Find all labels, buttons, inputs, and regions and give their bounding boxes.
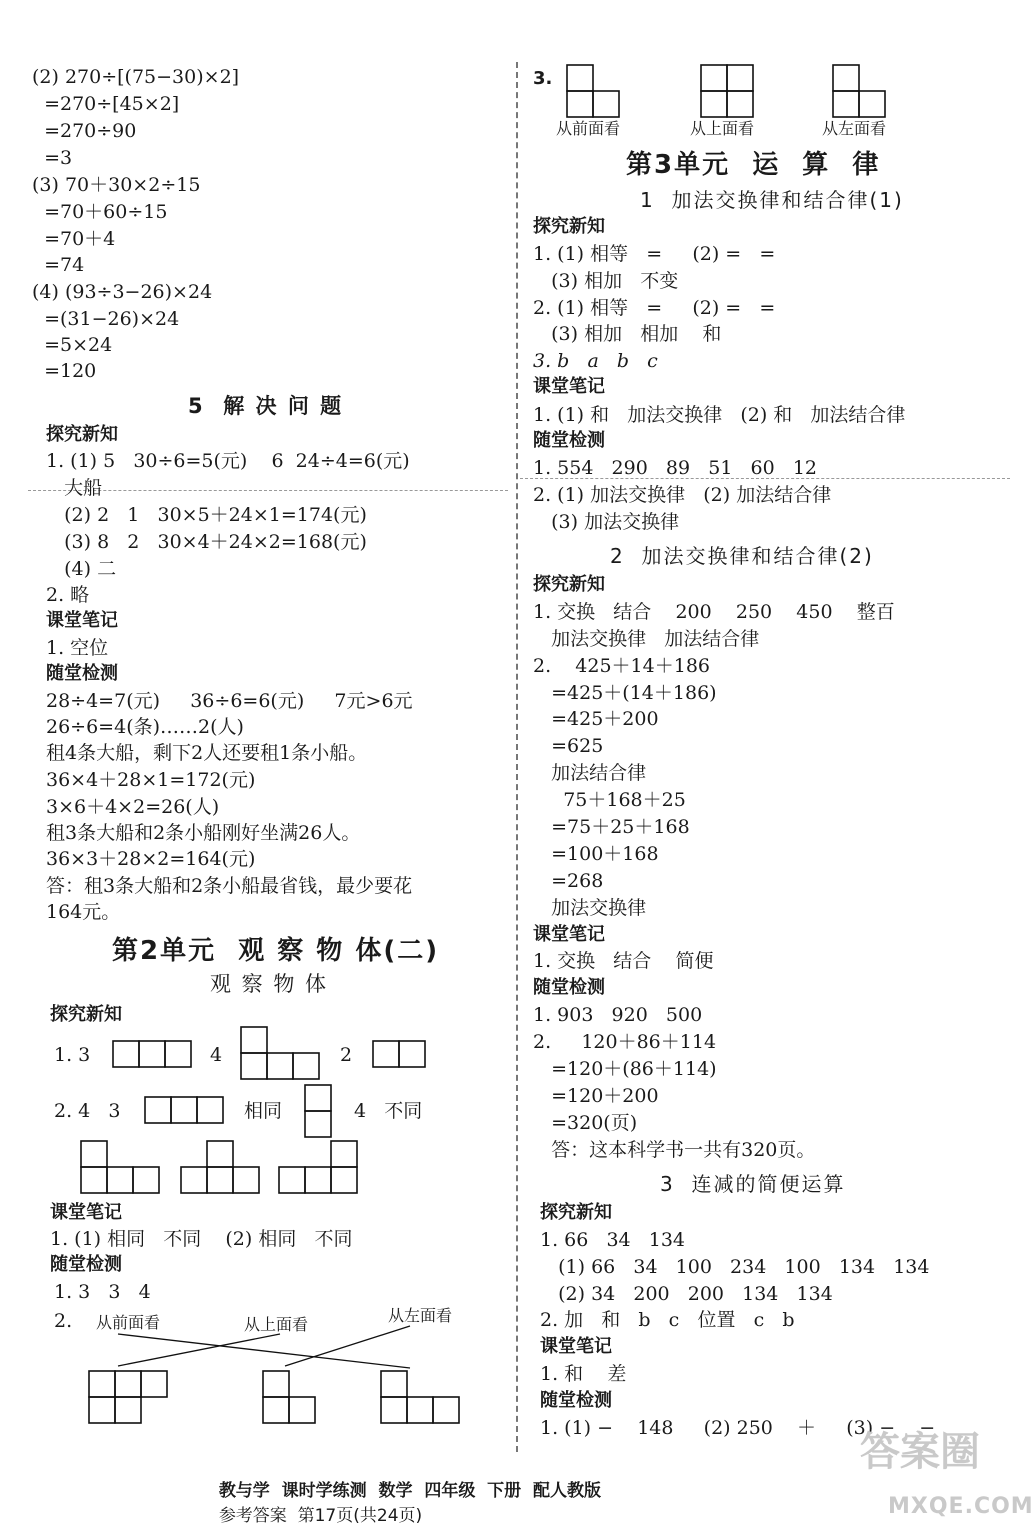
s2-line-11: =268 (533, 870, 604, 892)
r-shape-left (832, 64, 888, 120)
unit-2-subtitle: 观 察 物 体 (210, 972, 329, 996)
s5-line-5: (4) 二 (46, 558, 117, 580)
check-line-6: 租3条大船和2条小船刚好坐满26人。 (46, 822, 361, 844)
u2-check-line-1: 1. 3 3 4 (54, 1281, 151, 1303)
u2-q1-end: 2 (340, 1044, 353, 1066)
s2-line-2: 加法交换律 加法结合律 (533, 628, 760, 650)
s5-line-1: 1. (1) 5 30÷6=5(元) 6 24÷4=6(元) (46, 450, 410, 472)
s2-line-4: =425＋(14＋186) (533, 682, 717, 704)
s1-check: 随堂检测 (533, 430, 605, 451)
calc2-line-2: =270÷[45×2] (32, 93, 180, 115)
calc2-line-4: =3 (32, 147, 73, 169)
calc4-line-3: =5×24 (32, 334, 113, 356)
r-cap-top: 从上面看 (690, 119, 755, 138)
check-line-1: 28÷4=7(元) 36÷6=6(元) 7元>6元 (46, 690, 413, 712)
s3-notes: 课堂笔记 (540, 1336, 612, 1357)
column-divider (516, 62, 518, 1452)
s1-notes: 课堂笔记 (533, 376, 605, 397)
explore-heading: 探究新知 (46, 424, 118, 445)
check-line-4: 36×4＋28×1=172(元) (46, 769, 256, 791)
s3-line-4: 2. 加 和 b c 位置 c b (540, 1309, 795, 1331)
r-cap-left: 从左面看 (822, 119, 887, 138)
footer-page: 参考答案 第17页(共24页) (218, 1506, 423, 1526)
unit-3-title: 第3单元 运 算 律 (626, 150, 881, 180)
check-line-3: 租4条大船，剩下2人还要租1条小船。 (46, 742, 368, 764)
s2-line-8: 75＋168＋25 (533, 789, 686, 811)
s2-check-line-2: 2. 120＋86＋114 (533, 1031, 717, 1053)
s1-line-5: 3. b a b c (533, 350, 658, 372)
s5-line-4: (3) 8 2 30×4＋24×2=168(元) (46, 531, 367, 553)
notes-heading: 课堂笔记 (46, 610, 118, 631)
footer-brand: 教与学 课时学练测 数学 四年级 下册 配人教版 (218, 1481, 601, 1501)
calc4-line-4: =120 (32, 360, 97, 382)
s1-line-4: (3) 相加 相加 和 (533, 323, 722, 345)
unit-2-title: 第2单元 观 察 物 体(二) (112, 936, 440, 966)
calc4-line-2: =(31−26)×24 (32, 308, 180, 330)
s3-check: 随堂检测 (540, 1390, 612, 1411)
s2-check-line-6: 答：这本科学书一共有320页。 (533, 1139, 816, 1161)
match-caption-left: 从左面看 (388, 1306, 453, 1325)
s2-line-3: 2. 425＋14＋186 (533, 655, 710, 677)
check-line-9: 164元。 (46, 901, 121, 923)
s2-line-5: =425＋200 (533, 708, 659, 730)
s3-title: 3 连减的简便运算 (660, 1172, 846, 1196)
s2-title: 2 加法交换律和结合律(2) (610, 544, 874, 568)
notes-line-1: 1. 空位 (46, 637, 109, 659)
s3-check-line-1: 1. (1) − 148 (2) 250 ＋ (3) − − (540, 1417, 936, 1439)
calc3-line-4: =74 (32, 254, 85, 276)
s2-notes-line: 1. 交换 结合 简便 (533, 950, 714, 972)
s2-check-line-4: =120＋200 (533, 1085, 659, 1107)
s1-line-2: (3) 相加 不变 (533, 270, 679, 292)
u2-q1-label: 1. 3 (54, 1044, 91, 1066)
s5-line-3: (2) 2 1 30×5＋24×1=174(元) (46, 504, 367, 526)
s2-line-1: 1. 交换 结合 200 250 450 整百 (533, 601, 895, 623)
watermark-logo: 答案圈 (860, 1429, 980, 1475)
s1-check-line-1: 1. 554 290 89 51 60 12 (533, 457, 817, 479)
s2-check-line-1: 1. 903 920 500 (533, 1004, 703, 1026)
r-cap-front: 从前面看 (556, 119, 621, 138)
check-line-7: 36×3＋28×2=164(元) (46, 848, 256, 870)
u2-check-heading: 随堂检测 (50, 1254, 122, 1275)
u2-notes-heading: 课堂笔记 (50, 1202, 122, 1223)
s1-notes-line: 1. (1) 和 加法交换律 (2) 和 加法结合律 (533, 404, 906, 426)
s1-line-1: 1. (1) 相等 = (2) = = (533, 243, 776, 265)
r-shape-top (700, 64, 756, 120)
s1-check-line-3: (3) 加法交换律 (533, 511, 680, 533)
s2-explore: 探究新知 (533, 574, 605, 595)
calc2-line-1: (2) 270÷[(75−30)×2] (32, 66, 240, 88)
s2-line-12: 加法交换律 (533, 897, 647, 919)
section-5-title: 5 解 决 问 题 (188, 394, 344, 418)
s2-line-9: =75＋25＋168 (533, 816, 690, 838)
s2-line-7: 加法结合律 (533, 762, 647, 784)
s2-check: 随堂检测 (533, 977, 605, 998)
u2-notes-line: 1. (1) 相同 不同 (2) 相同 不同 (50, 1228, 353, 1250)
s3-line-2: (1) 66 34 100 234 100 134 134 (540, 1256, 930, 1278)
r-shape-front (566, 64, 622, 120)
match-caption-front: 从前面看 (96, 1313, 161, 1332)
u2-q2-label: 2. 4 3 (54, 1100, 121, 1122)
match-caption-top: 从上面看 (244, 1315, 309, 1334)
s2-notes: 课堂笔记 (533, 924, 605, 945)
s1-check-line-2: 2. (1) 加法交换律 (2) 加法结合律 (533, 484, 832, 506)
match-shape-a (88, 1370, 170, 1426)
calc4-line-1: (4) (93÷3−26)×24 (32, 281, 213, 303)
calc3-line-3: =70＋4 (32, 228, 116, 250)
s2-check-line-5: =320(页) (533, 1112, 638, 1134)
s5-line-2: 大船 (46, 477, 103, 499)
check-line-2: 26÷6=4(条)……2(人) (46, 716, 244, 738)
page-footer (208, 1456, 601, 1526)
u2-check-line-2: 2. (54, 1310, 73, 1332)
s3-notes-line: 1. 和 差 (540, 1363, 627, 1385)
u2-q1-mid: 4 (210, 1044, 223, 1066)
s1-title: 1 加法交换律和结合律(1) (640, 188, 904, 212)
s2-check-line-3: =120＋(86＋114) (533, 1058, 717, 1080)
s3-explore: 探究新知 (540, 1202, 612, 1223)
calc3-line-2: =70＋60÷15 (32, 201, 168, 223)
u2-q2-same: 相同 (244, 1100, 283, 1122)
s2-line-10: =100＋168 (533, 843, 659, 865)
check-line-5: 3×6＋4×2=26(人) (46, 796, 220, 818)
s3-line-1: 1. 66 34 134 (540, 1229, 686, 1251)
calc3-line-1: (3) 70＋30×2÷15 (32, 174, 201, 196)
calc2-line-3: =270÷90 (32, 120, 137, 142)
s2-line-6: =625 (533, 735, 604, 757)
matching-lines (0, 0, 520, 1440)
u2-explore-heading: 探究新知 (50, 1004, 122, 1025)
match-shape-b (262, 1370, 318, 1426)
s1-line-3: 2. (1) 相等 = (2) = = (533, 297, 776, 319)
s3-line-3: (2) 34 200 200 134 134 (540, 1283, 833, 1305)
check-line-8: 答：租3条大船和2条小船最省钱，最少要花 (46, 875, 413, 897)
s1-explore: 探究新知 (533, 216, 605, 237)
watermark-url: MXQE.COM (888, 1494, 1034, 1519)
s5-line-6: 2. 略 (46, 584, 90, 606)
r-q3-label: 3. (533, 68, 553, 89)
u2-q2-diff: 4 不同 (354, 1100, 423, 1122)
match-shape-c (380, 1370, 462, 1426)
check-heading: 随堂检测 (46, 663, 118, 684)
